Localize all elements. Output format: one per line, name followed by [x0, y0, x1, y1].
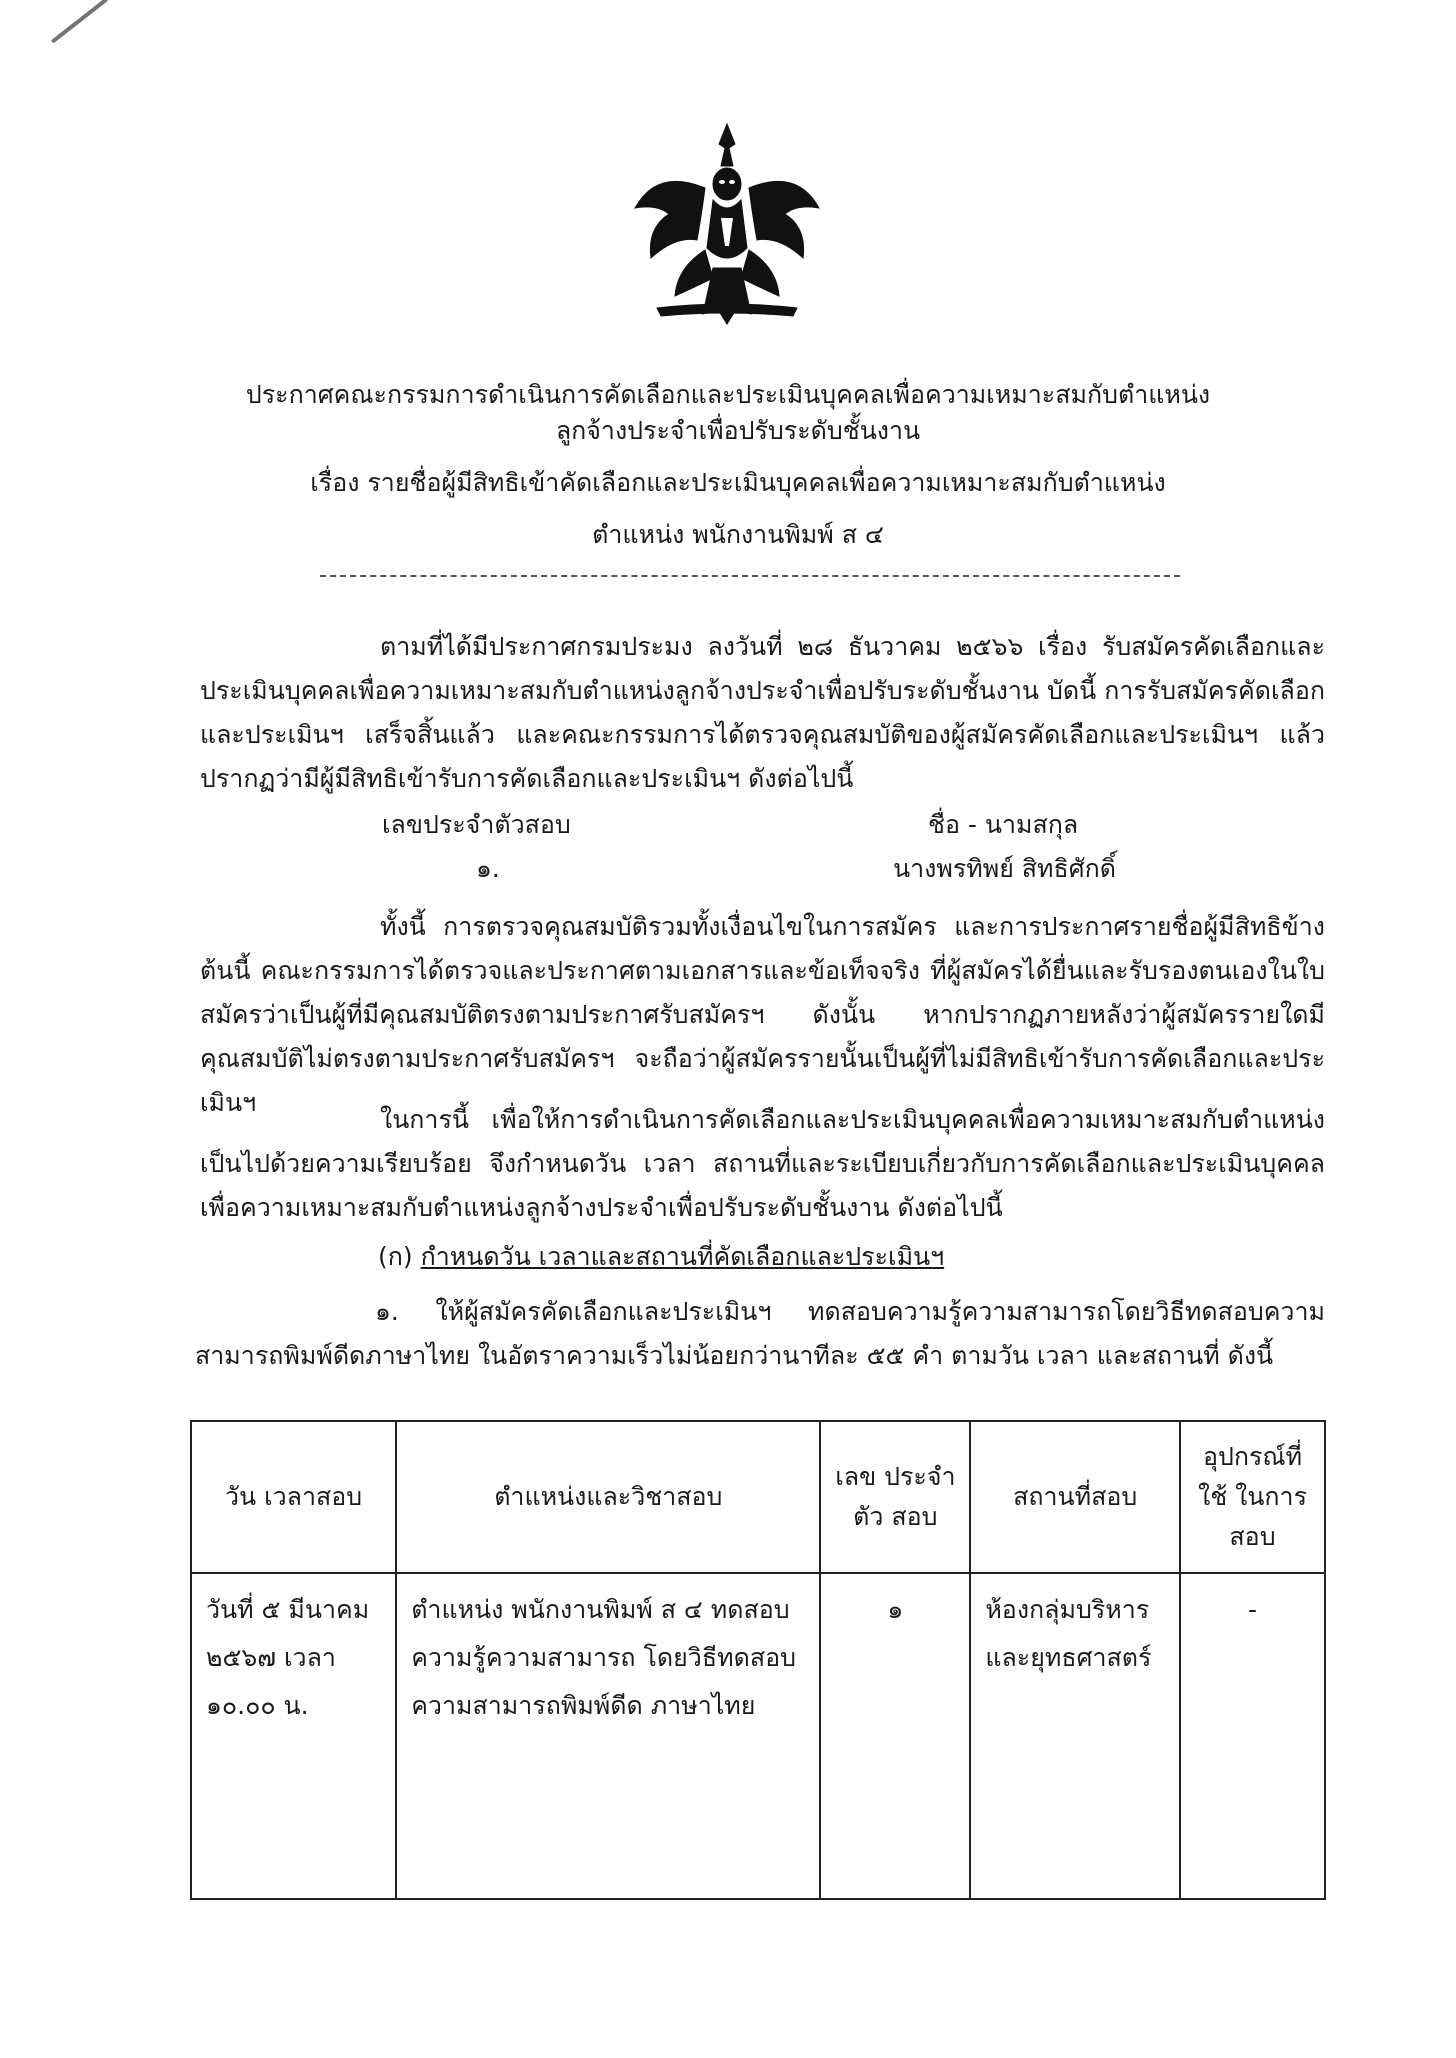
table-header-location: สถานที่สอบ	[970, 1421, 1180, 1573]
table-header-date: วัน เวลาสอบ	[191, 1421, 396, 1573]
list-exam-id: ๑.	[476, 854, 500, 883]
paragraph-1: ตามที่ได้มีประกาศกรมประมง ลงวันที่ ๒๘ ธันวาคม ๒๕๖๖ เรื่อง รับสมัครคัดเลือกและประเมินบุคคลเพื่อความเหมาะสมกับตำแหน่งลูกจ้างประจำเพื่อปรับระดับชั้นงาน บัดนี้ การรับสมัครคัดเลือกและประเมินฯ เสร็จสิ้นแล้ว และคณะกรรมการได้ตรวจคุณสมบัติของผู้สมัครคัดเลือกและประเมินฯ แล้ว ปรากฏว่ามีผู้มีสิทธิเข้ารับการคัดเลือกและประเมินฯ ดังต่อไปนี้	[200, 632, 1325, 793]
scan-mark	[51, 0, 109, 44]
paragraph-2: ทั้งนี้ การตรวจคุณสมบัติรวมทั้งเงื่อนไขในการสมัคร และการประกาศรายชื่อผู้มีสิทธิข้างต้นนี้ คณะกรรมการได้ตรวจและประกาศตามเอกสารและข้อเท็จจริง ที่ผู้สมัครได้ยื่นและรับรองตนเองในใบสมัครว่าเป็นผู้ที่มีคุณสมบัติตรงตามประกาศรับสมัครฯ ดังนั้น หากปรากฏภายหลังว่าผู้สมัครรายใดมีคุณสมบัติไม่ตรงตามประกาศรับสมัครฯ จะถือว่าผู้สมัครรายนั้นเป็นผู้ที่ไม่มีสิทธิเข้ารับการคัดเลือกและประเมินฯ	[200, 912, 1325, 1117]
cell-exam-id: ๑	[820, 1573, 970, 1899]
announcement-position: ตำแหน่ง พนักงานพิมพ์ ส ๔	[592, 520, 884, 549]
table-header-row	[191, 1421, 1325, 1573]
announcement-title-line-2: ลูกจ้างประจำเพื่อปรับระดับชั้นงาน	[555, 416, 921, 445]
cell-location: ห้องกลุ่มบริหาร และยุทธศาสตร์	[970, 1573, 1180, 1899]
list-candidate-name: นางพรทิพย์ สิทธิศักดิ์	[893, 854, 1117, 883]
garuda-emblem-icon	[617, 118, 837, 333]
section-a-prefix: (ก)	[378, 1242, 413, 1271]
cell-equipment: -	[1180, 1573, 1325, 1899]
table-header-equipment: อุปกรณ์ที่ใช้ ในการสอบ	[1180, 1421, 1325, 1573]
announcement-subject: เรื่อง รายชื่อผู้มีสิทธิเข้าคัดเลือกและประเมินบุคคลเพื่อความเหมาะสมกับตำแหน่ง	[310, 468, 1166, 497]
table-row	[191, 1573, 1325, 1899]
table-header-position: ตำแหน่งและวิชาสอบ	[396, 1421, 820, 1573]
cell-position: ตำแหน่ง พนักงานพิมพ์ ส ๔ ทดสอบความรู้ความสามารถ โดยวิธีทดสอบความสามารถพิมพ์ดีด ภาษาไทย	[396, 1573, 820, 1899]
section-a-title: กำหนดวัน เวลาและสถานที่คัดเลือกและประเมินฯ	[420, 1242, 945, 1271]
paragraph-3: ในการนี้ เพื่อให้การดำเนินการคัดเลือกและประเมินบุคคลเพื่อความเหมาะสมกับตำแหน่งเป็นไปด้วยความเรียบร้อย จึงกำหนดวัน เวลา สถานที่และระเบียบเกี่ยวกับการคัดเลือกและประเมินบุคคลเพื่อความเหมาะสมกับตำแหน่งลูกจ้างประจำเพื่อปรับระดับชั้นงาน ดังต่อไปนี้	[200, 1105, 1325, 1222]
exam-schedule-table	[190, 1420, 1326, 1900]
divider	[320, 575, 1180, 577]
list-header-exam-id: เลขประจำตัวสอบ	[382, 810, 571, 839]
cell-date: วันที่ ๕ มีนาคม ๒๕๖๗ เวลา ๑๐.๐๐ น.	[191, 1573, 396, 1899]
table-header-exam-id: เลข ประจำตัว สอบ	[820, 1421, 970, 1573]
section-a-heading	[378, 1240, 944, 1274]
paragraph-4: ๑. ให้ผู้สมัครคัดเลือกและประเมินฯ ทดสอบความรู้ความสามารถโดยวิธีทดสอบความสามารถพิมพ์ดีดภาษาไทย ในอัตราความเร็วไม่น้อยกว่านาทีละ ๕๕ คำ ตามวัน เวลา และสถานที่ ดังนี้	[195, 1297, 1325, 1370]
list-header-name: ชื่อ - นามสกุล	[928, 810, 1079, 839]
announcement-title-line-1: ประกาศคณะกรรมการดำเนินการคัดเลือกและประเมินบุคคลเพื่อความเหมาะสมกับตำแหน่ง	[245, 380, 1211, 409]
